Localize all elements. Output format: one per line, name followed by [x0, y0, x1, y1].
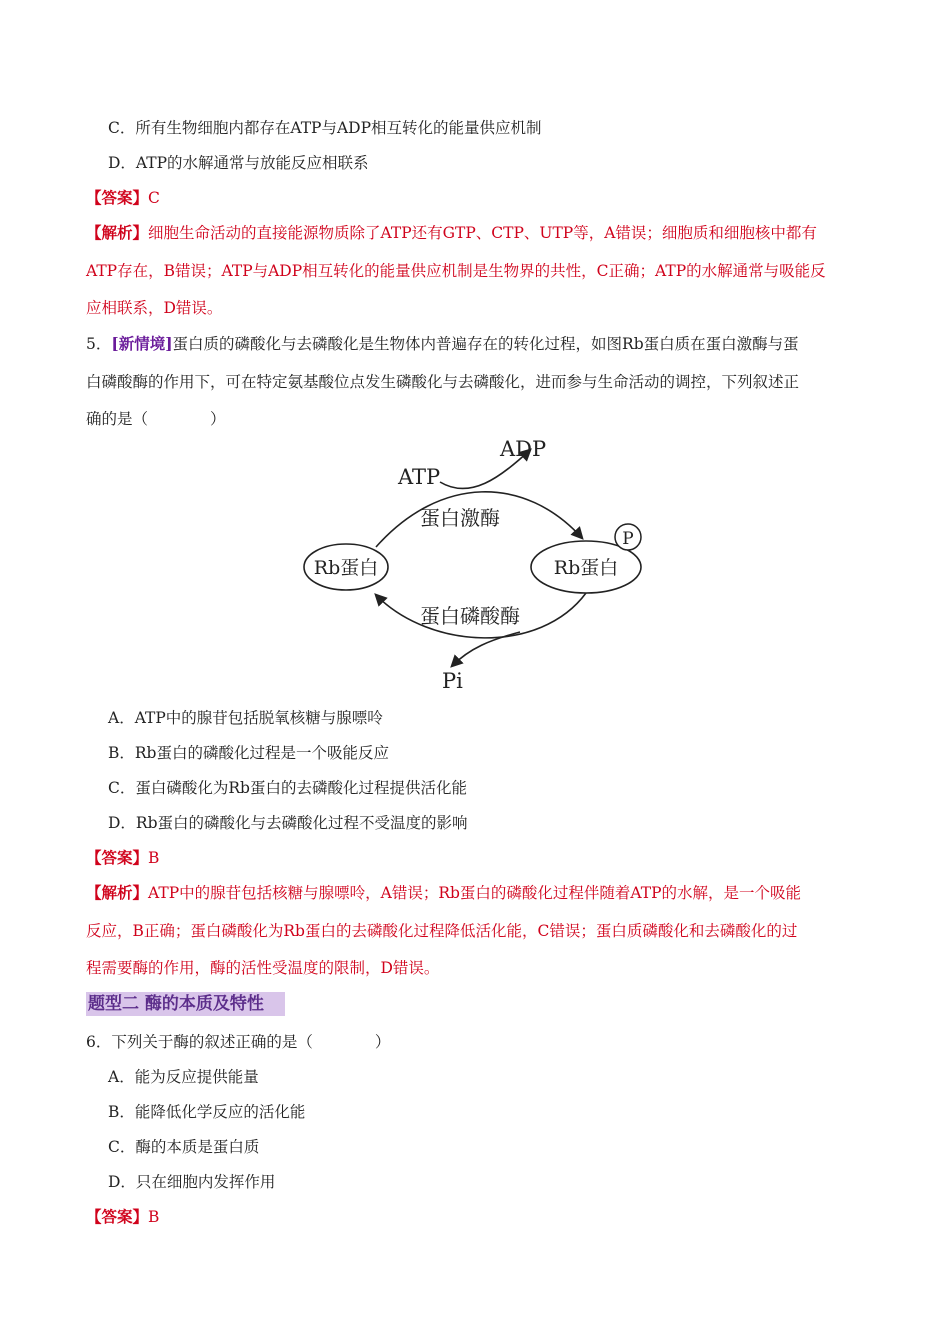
pi-label: Pi — [442, 669, 463, 693]
question-5-stem-line-1 — [86, 334, 799, 354]
rb-protein-right-label: Rb蛋白 — [553, 557, 619, 579]
answer-value: B — [148, 849, 160, 867]
q6-answer-line — [86, 1207, 159, 1227]
phosphate-label: P — [622, 529, 634, 549]
q6-option-d: D．只在细胞内发挥作用 — [108, 1173, 276, 1191]
q6-option-b: B．能降低化学反应的活化能 — [108, 1103, 306, 1121]
analysis-line-2: ATP存在，B错误；ATP与ADP相互转化的能量供应机制是生物界的共性，C正确；ATP的水解通常与吸能反 — [86, 262, 826, 280]
stem-text: 蛋白质的磷酸化与去磷酸化是生物体内普遍存在的转化过程，如图Rb蛋白质在蛋白激酶与蛋 — [172, 335, 799, 353]
rb-protein-left-label: Rb蛋白 — [313, 557, 379, 579]
question-5-stem-line-3: 确的是（ ） — [86, 410, 226, 428]
adp-label: ADP — [500, 437, 547, 461]
question-5-stem-line-2: 白磷酸酶的作用下，可在特定氨基酸位点发生磷酸化与去磷酸化，进而参与生命活动的调控，下列叙述正 — [86, 373, 800, 391]
analysis-line-3: 应相联系，D错误。 — [86, 299, 223, 317]
atp-label: ATP — [398, 465, 441, 489]
analysis-label: 【解析】 — [86, 883, 149, 902]
answer-value: C — [148, 189, 160, 207]
q6-option-a: A．能为反应提供能量 — [108, 1068, 259, 1086]
phosphatase-label: 蛋白磷酸酶 — [420, 604, 520, 628]
section-heading: 题型二 酶的本质及特性 — [86, 992, 285, 1016]
q6-option-c: C．酶的本质是蛋白质 — [108, 1138, 260, 1156]
option-d: D．ATP的水解通常与放能反应相联系 — [108, 154, 369, 172]
q5-option-a: A．ATP中的腺苷包括脱氧核糖与腺嘌呤 — [108, 709, 383, 727]
q5-analysis-line-1 — [86, 883, 801, 903]
phosphorylation-diagram — [290, 430, 660, 695]
q5-analysis-line-3: 程需要酶的作用，酶的活性受温度的限制，D错误。 — [86, 959, 440, 977]
answer-label: 【答案】 — [86, 1207, 149, 1226]
answer-label: 【答案】 — [86, 188, 149, 207]
q5-analysis-line-2: 反应，B正确；蛋白磷酸化为Rb蛋白的去磷酸化过程降低活化能，C错误；蛋白质磷酸化和去磷酸化的过 — [86, 922, 798, 940]
option-c: C．所有生物细胞内都存在ATP与ADP相互转化的能量供应机制 — [108, 119, 542, 137]
answer-line — [86, 188, 160, 208]
answer-value: B — [148, 1208, 160, 1226]
q5-option-b: B．Rb蛋白的磷酸化过程是一个吸能反应 — [108, 744, 389, 762]
analysis-text: 细胞生命活动的直接能源物质除了ATP还有GTP、CTP、UTP等，A错误；细胞质和细胞核中都有 — [148, 224, 817, 242]
new-context-tag: [新情境] — [111, 334, 173, 353]
kinase-label: 蛋白激酶 — [420, 506, 500, 530]
answer-label: 【答案】 — [86, 848, 149, 867]
question-number: 5． — [86, 335, 112, 353]
analysis-text: ATP中的腺苷包括核糖与腺嘌呤，A错误；Rb蛋白的磷酸化过程伴随着ATP的水解，是一个吸能 — [148, 884, 802, 902]
q5-option-c: C．蛋白磷酸化为Rb蛋白的去磷酸化过程提供活化能 — [108, 779, 467, 797]
question-6-stem: 6．下列关于酶的叙述正确的是（ ） — [86, 1033, 391, 1051]
analysis-label: 【解析】 — [86, 223, 149, 242]
q5-answer-line — [86, 848, 159, 868]
q5-option-d: D．Rb蛋白的磷酸化与去磷酸化过程不受温度的影响 — [108, 814, 468, 832]
analysis-line-1 — [86, 223, 817, 243]
